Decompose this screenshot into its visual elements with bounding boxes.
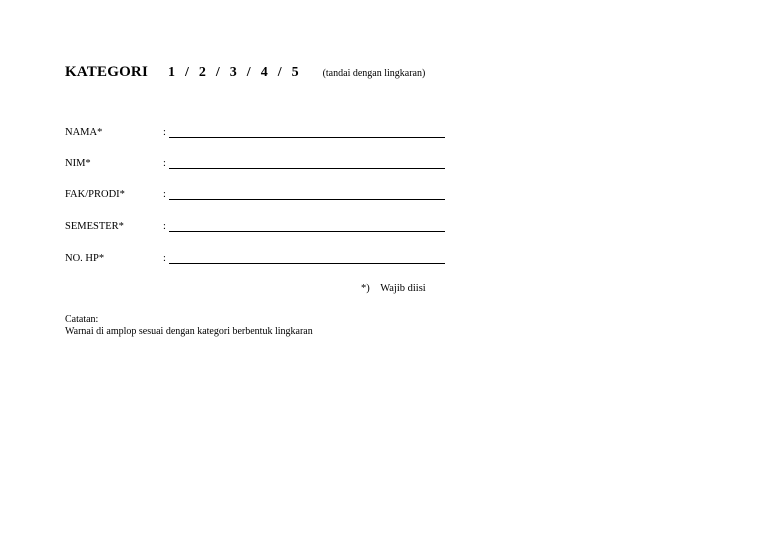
fak-prodi-field[interactable] bbox=[169, 185, 445, 200]
category-header bbox=[65, 64, 425, 81]
required-mark: *) bbox=[361, 283, 370, 294]
field-label-nim: NIM* bbox=[65, 158, 91, 169]
field-label-fak-prodi: FAK/PRODI* bbox=[65, 189, 125, 200]
no-hp-field[interactable] bbox=[169, 249, 445, 264]
field-row-nama bbox=[65, 122, 445, 138]
category-option-2[interactable]: 2 bbox=[198, 65, 206, 80]
category-separator: / bbox=[246, 65, 251, 80]
category-option-1[interactable]: 1 bbox=[168, 65, 176, 80]
field-colon: : bbox=[163, 127, 166, 138]
nama-field[interactable] bbox=[169, 123, 445, 138]
required-text: Wajib diisi bbox=[380, 283, 426, 294]
semester-field[interactable] bbox=[169, 217, 445, 232]
category-separator: / bbox=[277, 65, 282, 80]
field-row-fak-prodi bbox=[65, 184, 445, 200]
category-title: KATEGORI bbox=[65, 64, 149, 80]
category-separator: / bbox=[185, 65, 189, 80]
field-label-semester: SEMESTER* bbox=[65, 221, 124, 232]
required-note bbox=[361, 283, 426, 294]
notes-heading: Catatan: bbox=[65, 314, 99, 325]
nim-field[interactable] bbox=[169, 154, 445, 169]
notes-text: Warnai di amplop sesuai dengan kategori berbentuk lingkaran bbox=[65, 326, 313, 337]
field-label-nama: NAMA* bbox=[65, 127, 103, 138]
category-option-4[interactable]: 4 bbox=[260, 65, 268, 80]
field-row-no-hp bbox=[65, 248, 445, 264]
category-option-3[interactable]: 3 bbox=[229, 65, 237, 80]
category-option-5[interactable]: 5 bbox=[291, 65, 299, 80]
category-options bbox=[168, 65, 299, 81]
field-colon: : bbox=[163, 189, 166, 200]
field-colon: : bbox=[163, 158, 166, 169]
category-separator: / bbox=[215, 65, 220, 80]
field-row-nim bbox=[65, 153, 445, 169]
field-colon: : bbox=[163, 253, 166, 264]
field-row-semester bbox=[65, 216, 445, 232]
field-label-no-hp: NO. HP* bbox=[65, 253, 105, 264]
notes-section bbox=[65, 314, 313, 338]
field-colon: : bbox=[163, 221, 166, 232]
category-instruction: (tandai dengan lingkaran) bbox=[322, 68, 426, 79]
